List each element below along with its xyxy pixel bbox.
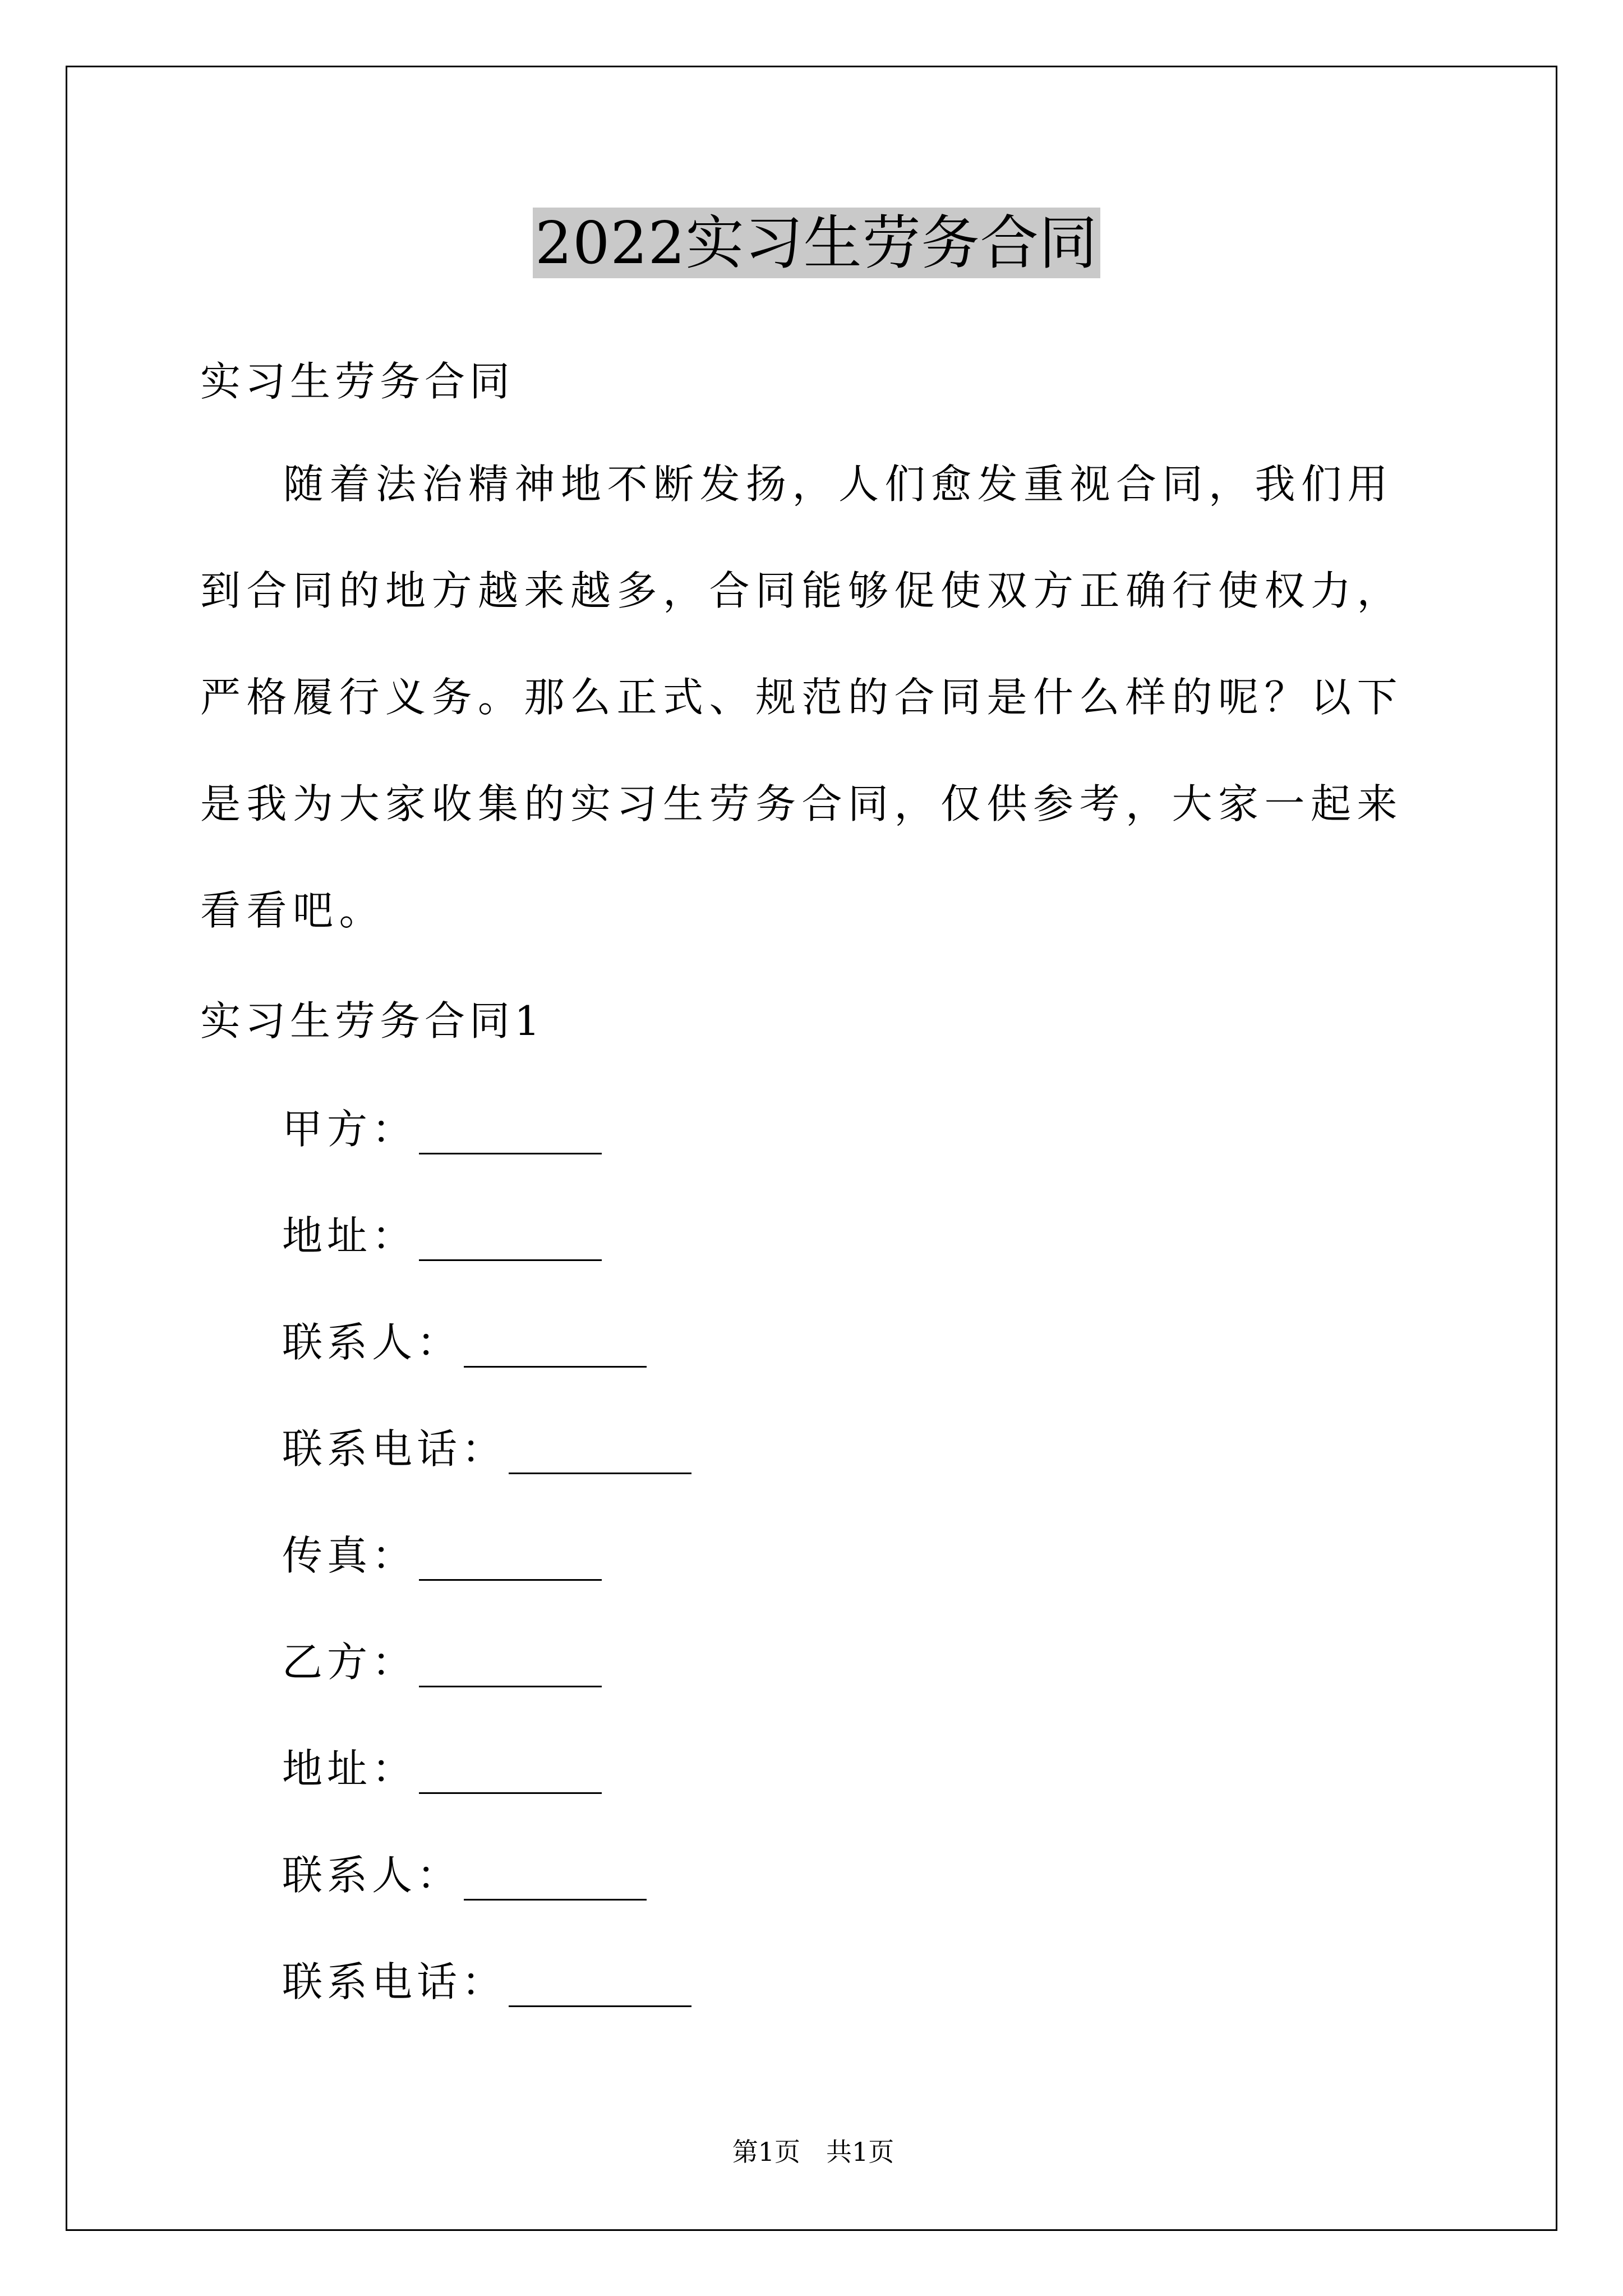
fill-in-blank[interactable] bbox=[464, 1854, 647, 1901]
fill-in-blank[interactable] bbox=[419, 1747, 602, 1794]
field-address-a bbox=[282, 1211, 602, 1261]
field-party-a bbox=[282, 1104, 602, 1154]
field-address-b bbox=[282, 1743, 602, 1794]
field-party-b bbox=[282, 1637, 602, 1687]
field-label: 地址： bbox=[282, 1212, 417, 1259]
intro-paragraph: 随着法治精神地不断发扬，人们愈发重视合同，我们用到合同的地方越来越多，合同能够促使双方正确行使权力，严格履行义务。那么正式、规范的合同是什么样的呢？以下是我为大家收集的实习生劳务合同，仅供参考，大家一起来看看吧。 bbox=[200, 461, 1404, 934]
fill-in-blank[interactable] bbox=[419, 1214, 602, 1261]
fill-in-blank[interactable] bbox=[509, 1428, 691, 1474]
field-label: 甲方： bbox=[282, 1106, 417, 1153]
section-heading: 实习生劳务合同1 bbox=[200, 997, 545, 1045]
fill-in-blank[interactable] bbox=[509, 1961, 691, 2007]
fill-in-blank[interactable] bbox=[464, 1321, 647, 1368]
page-footer: 第1页 共1页 bbox=[732, 2137, 895, 2167]
fill-in-blank[interactable] bbox=[419, 1534, 602, 1581]
field-phone-a bbox=[282, 1424, 691, 1474]
field-fax-a bbox=[282, 1530, 602, 1581]
field-phone-b bbox=[282, 1957, 691, 2007]
field-label: 联系电话： bbox=[282, 1958, 507, 2005]
document-title: 2022实习生劳务合同 bbox=[533, 208, 1100, 278]
field-contact-a bbox=[282, 1317, 647, 1368]
field-label: 传真： bbox=[282, 1532, 417, 1579]
field-label: 联系人： bbox=[282, 1319, 462, 1366]
field-label: 联系人： bbox=[282, 1852, 462, 1899]
field-contact-b bbox=[282, 1850, 647, 1901]
field-label: 乙方： bbox=[282, 1639, 417, 1686]
document-subtitle: 实习生劳务合同 bbox=[200, 358, 515, 405]
fill-in-blank[interactable] bbox=[419, 1641, 602, 1687]
field-label: 地址： bbox=[282, 1745, 417, 1792]
fill-in-blank[interactable] bbox=[419, 1108, 602, 1154]
field-label: 联系电话： bbox=[282, 1425, 507, 1473]
